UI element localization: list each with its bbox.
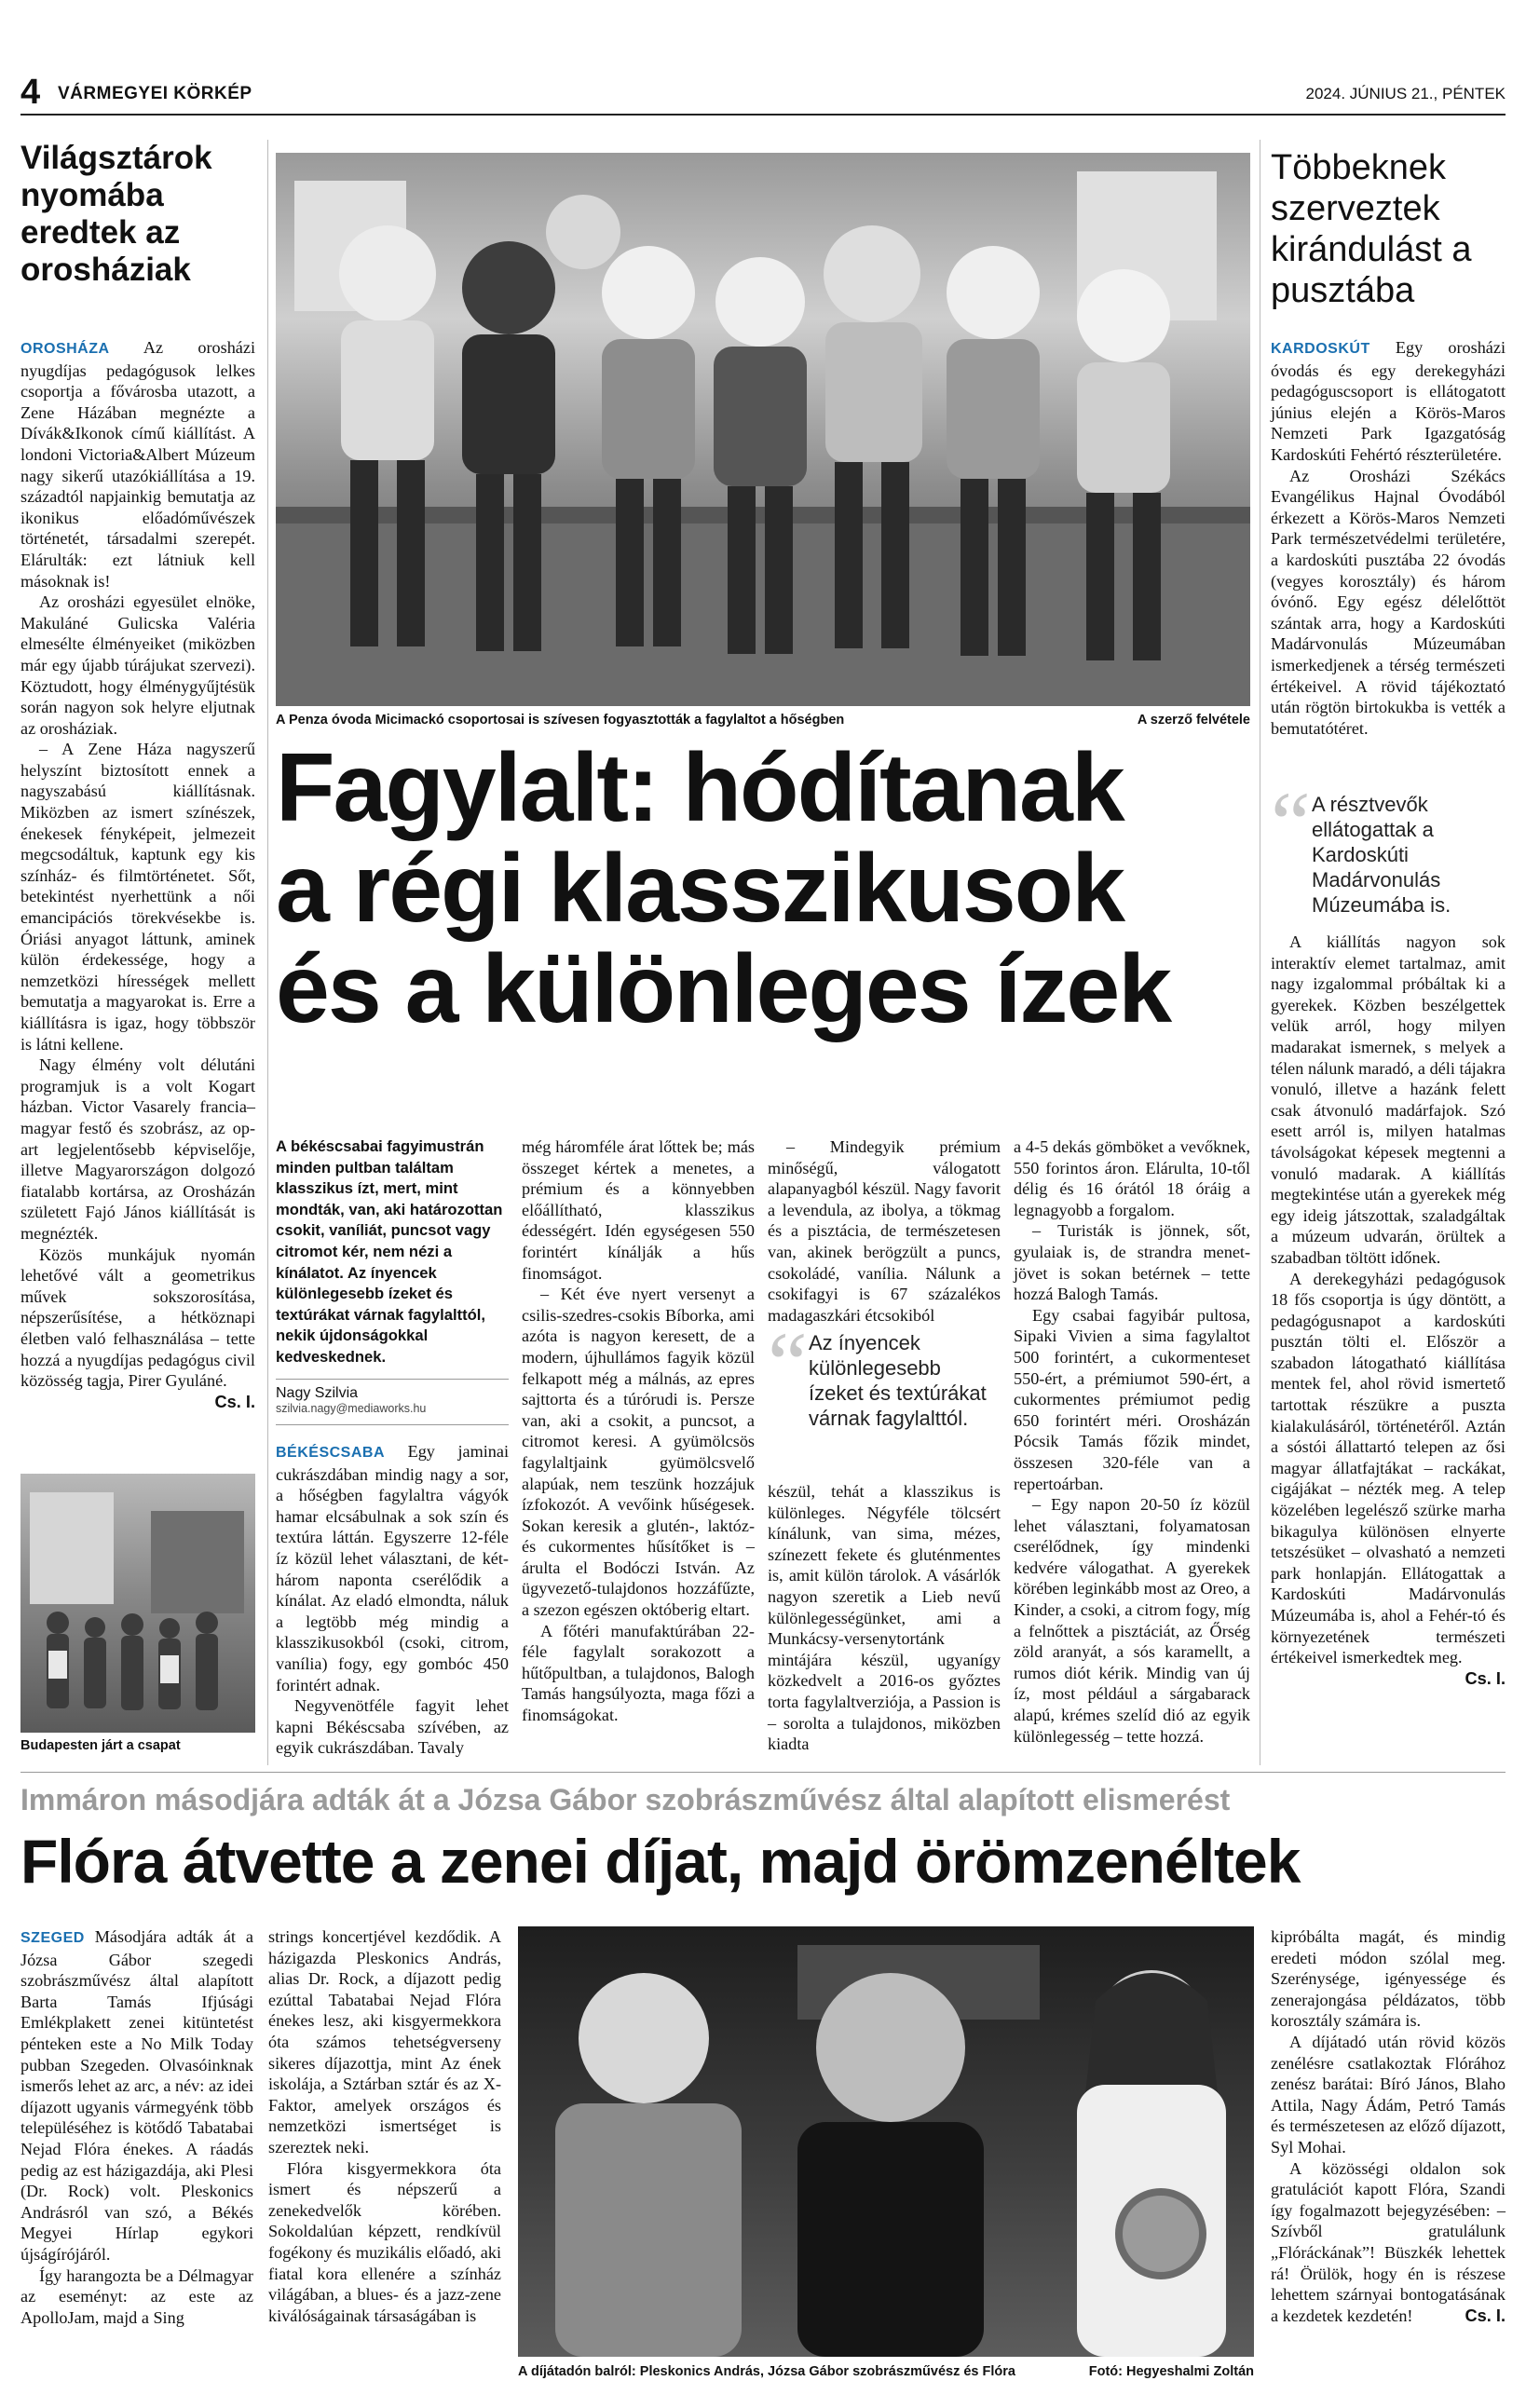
bottom-column-1: SZEGED Másodjára adták át a Józsa Gábor szegedi szobrászművész által alapított Barta Tamás Ifjúsági Emlékplakett zenei kitüntetést pénteken este a No Milk Today pubban Szegeden. Olvasóinknak ismerős lehet az arc, a név: az idei díjazott ugyanis vármegyénk több településéhez is kötődő Tabatabai Nejad Flóra énekes. A ráadás pedig az est házigazdája, aki Plesi (Dr. Rock) volt. Pleskonics Andrásról van szó, a Békés Megyei Hírlap egykori újságírójáról. Így harangozta be a Délmagyar az eseményt: az este az ApolloJam, majd a Sing bbox=[20, 1927, 253, 2327]
group-photo-illustration bbox=[20, 1474, 255, 1733]
left-article-signature: Cs. I. bbox=[214, 1392, 255, 1411]
main-article-kicker: BÉKÉSCSABA bbox=[276, 1445, 386, 1461]
bottom-headline: Flóra átvette a zenei díjat, majd örömzenéltek bbox=[20, 1827, 1301, 1896]
left-column-divider bbox=[267, 140, 268, 1765]
right-article-title: Többeknek szerveztek kirándulást a pusztába bbox=[1271, 148, 1472, 310]
right-article-kicker: KARDOSKÚT bbox=[1271, 341, 1370, 357]
section-name: VÁRMEGYEI KÖRKÉP bbox=[58, 84, 252, 103]
left-article-kicker: OROSHÁZA bbox=[20, 341, 110, 357]
bottom-supertitle: Immáron másodjára adták át a Józsa Gábor szobrászművész által alapított elismerést bbox=[20, 1783, 1231, 1816]
right-article-body-bottom: A kiállítás nagyon sok interaktív elemet tartalmaz, amit nagy izgalommal próbáltak ki a gyerekek. Közben beszélgettek velük arról, hogy milyen madarakat ismernek, s melyek a télen nálunk maradó, a déli tájakra vonuló, illetve a hazánk felett csak átvonuló madárfajok. Szó esett arról is, milyen hatalmas távolságokat képesek megtenni a vonuló madarak. A kiállítás megtekintése után a gyerekek még egy ideig játszottak, szaladgáltak a múzeum udvarán, örültek a szabadban töltött időnek. A derekegyházi pedagógusok 18 fős csoportja is úgy döntött, a pedagógusnapot a kardoskúti pusztán tölti el. Először a szabadon látogatható kiállítása mentek fel, ahol rövid ismertető tartottak részükre a puszta kialakulásáról, történetéről. Aztán a sóstói állattartó telepen az ősi magyar állatfajtákat – rackákat, cigájákat – nézték meg. A telep közelében legelésző szürke marha bikagulya különösen elnyerte tetszésüket – olvasható a nemzeti park honlapján. Ellátogattak a Kardoskúti Madárvonulás Múzeumába is, ahol a Fehér-tó és környezetének természeti értékeivel ismerkedtek meg. Cs. I. bbox=[1271, 932, 1506, 1688]
bottom-article-kicker: SZEGED bbox=[20, 1930, 85, 1946]
author-email[interactable]: szilvia.nagy@mediaworks.hu bbox=[276, 1402, 427, 1415]
bottom-column-3: kipróbálta magát, és mindig eredeti módon szólal meg. Szerénysége, igényessége és zenerajongása példázatos, több korosztály számára is. A díjátadó után rövid közös zenélésre csatlakoztak Flórához zenész barátai: Bíró János, Blaho Attila, Nagy Ádám, Petró Tamás és természetesen az előző díjazott, Syl Mohai. A közösségi oldalon sok gratulációt kapott Flóra, Szandi így fogalmazott bejegyzésében: – Szívből gratulálunk „Flóráckának”! Büszkék lehettek rá! Örülök, hogy én is részese lehettem szárnyai bontogatásának a kezdetek kezdetén! Cs. I. bbox=[1271, 1927, 1506, 2325]
children-photo-illustration bbox=[276, 153, 1250, 706]
main-author-block bbox=[276, 1379, 509, 1425]
right-article-body-top: KARDOSKÚT Egy orosházi óvodás és egy derekegyházi pedagóguscsoport is ellátogatott június elején a Körös-Maros Nemzeti Park Igazgatóság Kardoskúti Fehértó részterületére. Az Orosházi Székács Evangélikus Hajnal Óvodából érkezett a Körös-Maros Nemzeti Park természetvédelmi területére, a kardoskúti pusztába 22 óvodás (vegyes korosztály) és három óvónő. Egy egész délelőttöt szántak arra, hogy a Kardoskúti Madárvonulás Múzeumában ismerkedjenek a térség természeti értékeivel. A rövid tájékoztató után rögtön birtokukba is vették a bemutatótéret. bbox=[1271, 338, 1506, 738]
page-date: 2024. JÚNIUS 21., PÉNTEK bbox=[1305, 85, 1506, 102]
award-photo-caption: A díjátadón balról: Pleskonics András, Józsa Gábor szobrászművész és Flóra bbox=[518, 2364, 1015, 2379]
main-column-2: még háromféle árat lőttek be; más összeget kértek a menetes, a prémium és a könnyebben előállítható, klasszikus édességért. Idén egységesen 550 forintért kínálják a hűs finomságot. – Két éve nyert versenyt a csilis-szedres-csokis Bíborka, ami azóta is nagyon keresett, de a modern, újhullámos fagyik közül felkapott még a málnás, az epres sajttorta és a túrórudi is. Persze van, aki a csokit, a puncsot, a citromot keresi. A gyümölcsös fagylaltjaink gyümölcsvelő alapúak, nem teszünk hozzájuk ízfokozót. A vevőink hűségesek. Sokan keresik a glutén-, laktóz- és cukormentes hűsítőket is – árulta el Bodóczi István. Az ügyvezető-tulajdonos hozzáfűzte, a szezon egészen októberig eltart. A főtéri manufaktúrában 22-féle fagylalt sorakozott a hűtőpultban, a tulajdonos, Balogh Tamás hangsúlyozta, maga főzi a finomságokat. bbox=[522, 1137, 755, 1725]
bottom-article-signature: Cs. I. bbox=[1465, 2306, 1506, 2325]
main-photo-caption: A Penza óvoda Micimackó csoportosai is szívesen fogyasztották a fagylaltot a hőségben bbox=[276, 713, 845, 728]
children-icecream-photo bbox=[276, 153, 1250, 706]
author-name: Nagy Szilvia bbox=[276, 1385, 359, 1401]
award-ceremony-photo bbox=[518, 1926, 1254, 2357]
budapest-group-photo bbox=[20, 1474, 255, 1733]
award-photo-illustration bbox=[518, 1926, 1254, 2357]
quote-mark-icon: “ bbox=[768, 1313, 808, 1413]
header-rule bbox=[20, 114, 1506, 116]
main-column-4: a 4-5 dekás gömböket a vevőknek, 550 forintos áron. Elárulta, 10-től délig és 16 órától 18 óráig a legnagyobb a forgalom. – Turisták is jönnek, sőt, gyulaiak is, de strandra menet-jövet is sokan betérnek – tette hozzá Balogh Tamás. Egy csabai fagyibár pultosa, Sipaki Vivien a sima fagylaltot 500 forintért, a cukormenteset 550-ért, a prémiumot 590-ért, a cukormentes prémiumot pedig 650 forintért méri. Orosházán Pócsik Tamás főzik mindet, összesen 320-féle van a repertoárban. – Egy napon 20-50 íz közül lehet választani, folyamatosan cserélődnek, így mindenki kedvére válogathat. A gyerekek körében leginkább most az Oreo, a Kinder, a csoki, a citrom fogy, míg a felnőttek a pisztáciát, az Őrség zöld aranyát, a sós karamellt, a rumos diót kérik. Mindig van új íz, most például a sárgabarack alapú, krémes szelíd dió az egyik különlegesség – tette hozzá. bbox=[1014, 1137, 1250, 1746]
main-lead: A békéscsabai fagyimustrán minden pultban találtam klasszikus ízt, mert, mint mondták, van, aki határozottan csokit, vaníliát, puncsot vagy citromot kér, nem nézi a kínálatot. Az ínyencek különlegesebb ízeket és textúrákat várnak fagylalttól, nekik újdonságokkal kedveskednek. bbox=[276, 1137, 503, 1366]
award-photo-credit: Fotó: Hegyeshalmi Zoltán bbox=[1088, 2364, 1254, 2379]
main-headline: Fagylalt: hódítanak a régi klasszikusok és a különleges ízek bbox=[276, 734, 1171, 1043]
right-pull-quote: “ A résztvevők ellátogattak a Kardoskúti Madárvonulás Múzeumába is. bbox=[1271, 773, 1451, 917]
bottom-section-rule bbox=[20, 1772, 1506, 1773]
main-column-3b: készül, tehát a klasszikus is különleges. Négyféle tölcsért kínálunk, van sima, mézes, színezett fekete és gluténmentes is, amit külön tárolok. A vásárlók nagyon szeretik a Lieb nevű különlegességünket, ami a Munkácsy-versenytortánk mintájára készül, ugyanígy közkedvelt a 2016-os győztes torta fagylaltverziója, a Passion is – sorolta a tulajdonos, miközben kiadta bbox=[768, 1482, 1001, 1754]
quote-mark-icon: “ bbox=[1271, 773, 1311, 873]
main-pull-quote: “ Az ínyencek különlegesebb ízeket és textúrákat várnak fagylalttól. bbox=[768, 1313, 987, 1430]
budapest-photo-caption: Budapesten járt a csapat bbox=[20, 1738, 181, 1753]
bottom-column-2: strings koncertjével kezdődik. A házigazda Pleskonics András, alias Dr. Rock, a díjazott pedig ezúttal Tabatabai Nejad Flóra énekes lesz, aki kisgyermekkora óta számos tehetségverseny sikeres díjazottja, mint Az ének iskolája, a Sztárban sztár és az X-Faktor, amelyek országos és nemzetközi ismertséget is szereztek neki. Flóra kisgyermekkora óta ismert és népszerű a zenekedvelők körében. Sokoldalúan képzett, rendkívül fogékony és muzikális előadó, aki fiatal kora ellenére a színház világában, a blues- és a jazz-zene kiválóságainak társaságában is bbox=[268, 1927, 501, 2325]
main-photo-credit: A szerző felvétele bbox=[1137, 713, 1250, 728]
right-article-signature: Cs. I. bbox=[1465, 1668, 1506, 1688]
main-column-1: BÉKÉSCSABA Egy jaminai cukrászdában mindig nagy a sor, a hőségben fagylaltra vágyók hamar elcsábulnak a sok szín és textúra láttán. Egyszerre 12-féle íz közül lehet választani, de két-három naponta cserélődik a kínálat. Az eladó elmondta, náluk a legtöbb még mindig a klasszikusokból (csoki, citrom, vanília) fogy, egy gombóc 450 forintért adnak. Negyvenötféle fagyit lehet kapni Békéscsaba szívében, az egyik cukrászdában. Tavaly bbox=[276, 1442, 510, 1758]
left-article-body: OROSHÁZA Az orosházi nyugdíjas pedagógusok lelkes csoportja a fővárosba utazott, a Zene Házában megnézte a Dívák&Ikonok című kiállítást. A londoni Victoria&Albert Múzeum nagy sikerű utazókiállítása a 19. századtól napjainkig bemutatja az ikonikus előadóművészek történetét, társadalmi szerepét. Elárulták: ezt látniuk kell másoknak is! Az orosházi egyesület elnöke, Makuláné Gulicska Valéria elmesélte élményeiket (miközben már egy újabb túrájukat szervezi). Köztudott, hogy élménygyűjtésük során nagyon sok helyre eljutnak az orosháziak. – A Zene Háza nagyszerű helyszínt biztosított ennek a nagyszabású kiállításnak. Miközben az ismert színészek, énekesek fényképeit, jelmezeit megcsodáltuk, kaptunk egy kis színház- és filmtörténetet. Sőt, betekintést nyerhettünk a női emancipációs törekvésekbe is. Óriási anyagot láttunk, aminek külön érdekessége, hogy a nemzetközi hírességek mellett bemutatja a magyarokat is. Erre a kiállításra is igaz, hogy többször is látni kellene. Nagy élmény volt délutáni programjuk is a volt Kogart házban. Victor Vasarely francia–magyar festő és szobrász, az op-art legjelentősebb képviselője, illetve Magyarországon dolgozó fiatalabb kortársa, az Orosházán született Fajó János kiállítását is megnézték. Közös munkájuk nyomán lehetővé vált a geometrikus művek sokszorosítása, népszerűsítése, a hétköznapi életben való felhasználása – tette hozzá a nyugdíjas pedagógus civil közösség tagja, Pirer Gyuláné. Cs. I. bbox=[20, 338, 256, 1411]
main-column-3a: – Mindegyik prémium minőségű, válogatott alapanyagból készül. Nagy favorit a levendula, az ibolya, a tökmag és a pisztácia, de természetesen van, akinek berögzült a puncs, csokoládé, vanília. Nálunk a csokifagyi is 67 százalékos madagaszkári étcsokiból bbox=[768, 1137, 1001, 1325]
page-number: 4 bbox=[20, 73, 41, 112]
left-article-title: Világsztárok nyomába eredtek az orosháziak bbox=[20, 140, 212, 288]
